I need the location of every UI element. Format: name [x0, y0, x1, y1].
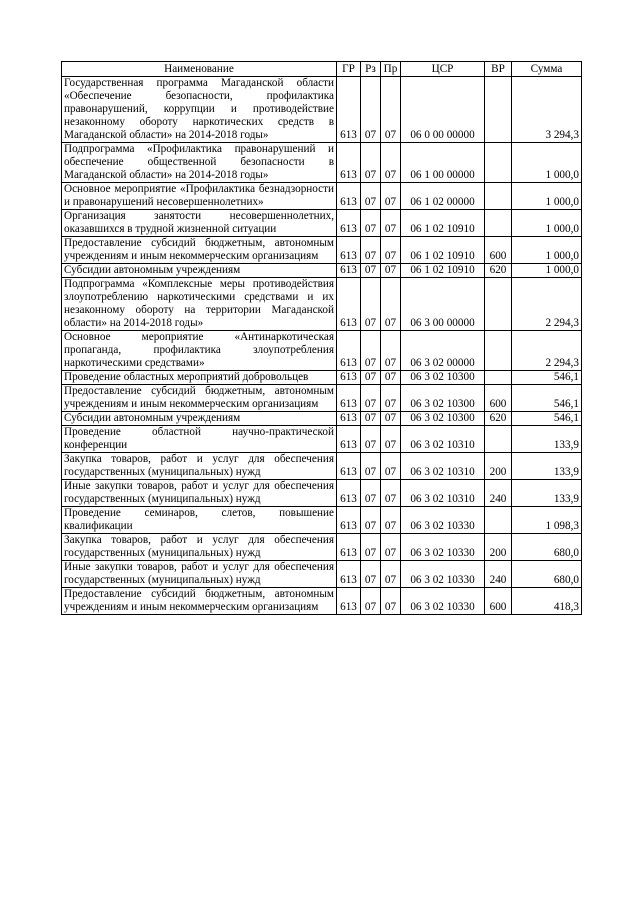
row-gr: 613: [337, 534, 361, 561]
row-rz: 07: [361, 331, 381, 371]
row-rz: 07: [361, 183, 381, 210]
row-name: Основное мероприятие «Профилактика безнадзорности и правонарушений несовершеннолетних»: [62, 183, 337, 210]
table-row: [62, 426, 582, 453]
row-name: Основное мероприятие «Антинаркотическая пропаганда, профилактика злоупотребления наркотическими средствами»: [62, 331, 337, 371]
row-sum: 1 098,3: [512, 507, 582, 534]
row-gr: 613: [337, 561, 361, 588]
table-row: [62, 561, 582, 588]
row-name: Организация занятости несовершеннолетних, оказавшихся в трудной жизненной ситуации: [62, 210, 337, 237]
row-sum: 546,1: [512, 371, 582, 385]
row-sum: 1 000,0: [512, 264, 582, 278]
table-row: [62, 507, 582, 534]
row-vr: 200: [485, 534, 512, 561]
row-rz: 07: [361, 371, 381, 385]
header-gr: ГР: [337, 62, 361, 77]
table-row: [62, 588, 582, 615]
row-rz: 07: [361, 237, 381, 264]
row-csr: 06 3 02 00000: [401, 331, 485, 371]
row-name: Предоставление субсидий бюджетным, автономным учреждениям и иным некоммерческим организациям: [62, 588, 337, 615]
row-csr: 06 1 02 10910: [401, 210, 485, 237]
row-name: Проведение семинаров, слетов, повышение квалификации: [62, 507, 337, 534]
table-row: [62, 412, 582, 426]
row-pr: 07: [381, 77, 401, 143]
header-vr: ВР: [485, 62, 512, 77]
row-csr: 06 1 02 10910: [401, 264, 485, 278]
row-pr: 07: [381, 237, 401, 264]
row-name: Предоставление субсидий бюджетным, автономным учреждениям и иным некоммерческим организациям: [62, 385, 337, 412]
row-sum: 680,0: [512, 534, 582, 561]
row-gr: 613: [337, 507, 361, 534]
row-name: Предоставление субсидий бюджетным, автономным учреждениям и иным некоммерческим организациям: [62, 237, 337, 264]
row-sum: 133,9: [512, 426, 582, 453]
row-name: Субсидии автономным учреждениям: [62, 412, 337, 426]
row-name: Субсидии автономным учреждениям: [62, 264, 337, 278]
row-vr: 600: [485, 237, 512, 264]
row-gr: 613: [337, 385, 361, 412]
header-name: Наименование: [62, 62, 337, 77]
row-rz: 07: [361, 77, 381, 143]
row-sum: 2 294,3: [512, 278, 582, 331]
row-rz: 07: [361, 143, 381, 183]
row-vr: 600: [485, 385, 512, 412]
table-row: [62, 453, 582, 480]
row-gr: 613: [337, 143, 361, 183]
row-vr: [485, 426, 512, 453]
table-row: [62, 480, 582, 507]
row-csr: 06 1 00 00000: [401, 143, 485, 183]
row-vr: 620: [485, 264, 512, 278]
row-pr: 07: [381, 561, 401, 588]
row-name: Проведение областных мероприятий добровольцев: [62, 371, 337, 385]
row-sum: 133,9: [512, 480, 582, 507]
header-row: [62, 62, 582, 77]
row-sum: 1 000,0: [512, 143, 582, 183]
row-vr: 200: [485, 453, 512, 480]
row-name: Иные закупки товаров, работ и услуг для обеспечения государственных (муниципальных) нужд: [62, 561, 337, 588]
row-csr: 06 1 02 10910: [401, 237, 485, 264]
row-csr: 06 3 02 10310: [401, 426, 485, 453]
row-pr: 07: [381, 143, 401, 183]
row-pr: 07: [381, 412, 401, 426]
row-csr: 06 3 02 10300: [401, 371, 485, 385]
row-gr: 613: [337, 480, 361, 507]
row-rz: 07: [361, 453, 381, 480]
row-pr: 07: [381, 183, 401, 210]
row-vr: 240: [485, 561, 512, 588]
row-csr: 06 3 02 10300: [401, 412, 485, 426]
row-rz: 07: [361, 278, 381, 331]
row-csr: 06 3 02 10330: [401, 588, 485, 615]
table-row: [62, 264, 582, 278]
table-row: [62, 77, 582, 143]
header-csr: ЦСР: [401, 62, 485, 77]
row-name: Проведение областной научно-практической конференции: [62, 426, 337, 453]
row-sum: 680,0: [512, 561, 582, 588]
row-gr: 613: [337, 453, 361, 480]
row-pr: 07: [381, 480, 401, 507]
row-pr: 07: [381, 371, 401, 385]
row-sum: 418,3: [512, 588, 582, 615]
table-row: [62, 534, 582, 561]
row-vr: 620: [485, 412, 512, 426]
row-gr: 613: [337, 412, 361, 426]
table-row: [62, 237, 582, 264]
table-row: [62, 278, 582, 331]
row-vr: [485, 143, 512, 183]
row-sum: 1 000,0: [512, 210, 582, 237]
row-gr: 613: [337, 588, 361, 615]
row-csr: 06 3 02 10310: [401, 453, 485, 480]
row-gr: 613: [337, 237, 361, 264]
row-pr: 07: [381, 278, 401, 331]
row-pr: 07: [381, 210, 401, 237]
row-sum: 546,1: [512, 412, 582, 426]
row-sum: 2 294,3: [512, 331, 582, 371]
row-rz: 07: [361, 385, 381, 412]
row-name: Подпрограмма «Комплексные меры противодействия злоупотреблению наркотическими средствами и их незаконному обороту на территории Магаданской области» на 2014-2018 годы»: [62, 278, 337, 331]
row-gr: 613: [337, 278, 361, 331]
row-gr: 613: [337, 371, 361, 385]
row-rz: 07: [361, 264, 381, 278]
row-name: Подпрограмма «Профилактика правонарушений и обеспечение общественной безопасности в Магаданской области» на 2014-2018 годы»: [62, 143, 337, 183]
row-csr: 06 3 02 10330: [401, 534, 485, 561]
row-gr: 613: [337, 77, 361, 143]
row-gr: 613: [337, 210, 361, 237]
row-gr: 613: [337, 264, 361, 278]
row-rz: 07: [361, 588, 381, 615]
row-pr: 07: [381, 453, 401, 480]
row-csr: 06 3 00 00000: [401, 278, 485, 331]
row-rz: 07: [361, 426, 381, 453]
row-gr: 613: [337, 331, 361, 371]
row-pr: 07: [381, 426, 401, 453]
row-vr: [485, 331, 512, 371]
header-sum: Сумма: [512, 62, 582, 77]
table-row: [62, 371, 582, 385]
row-pr: 07: [381, 588, 401, 615]
row-name: Закупка товаров, работ и услуг для обеспечения государственных (муниципальных) нужд: [62, 453, 337, 480]
row-sum: 3 294,3: [512, 77, 582, 143]
row-csr: 06 3 02 10300: [401, 385, 485, 412]
row-vr: [485, 183, 512, 210]
row-sum: 1 000,0: [512, 183, 582, 210]
row-csr: 06 3 02 10330: [401, 561, 485, 588]
row-name: Иные закупки товаров, работ и услуг для обеспечения государственных (муниципальных) нужд: [62, 480, 337, 507]
row-pr: 07: [381, 331, 401, 371]
row-vr: 240: [485, 480, 512, 507]
row-name: Закупка товаров, работ и услуг для обеспечения государственных (муниципальных) нужд: [62, 534, 337, 561]
table-row: [62, 183, 582, 210]
row-pr: 07: [381, 534, 401, 561]
table-row: [62, 210, 582, 237]
table-row: [62, 331, 582, 371]
row-pr: 07: [381, 507, 401, 534]
row-rz: 07: [361, 210, 381, 237]
row-vr: [485, 371, 512, 385]
row-gr: 613: [337, 426, 361, 453]
row-vr: [485, 278, 512, 331]
row-sum: 1 000,0: [512, 237, 582, 264]
row-rz: 07: [361, 534, 381, 561]
row-pr: 07: [381, 264, 401, 278]
row-gr: 613: [337, 183, 361, 210]
row-csr: 06 0 00 00000: [401, 77, 485, 143]
row-vr: [485, 507, 512, 534]
table-row: [62, 385, 582, 412]
row-rz: 07: [361, 412, 381, 426]
header-rz: Рз: [361, 62, 381, 77]
row-rz: 07: [361, 480, 381, 507]
header-pr: Пр: [381, 62, 401, 77]
row-csr: 06 1 02 00000: [401, 183, 485, 210]
row-csr: 06 3 02 10330: [401, 507, 485, 534]
row-rz: 07: [361, 561, 381, 588]
row-pr: 07: [381, 385, 401, 412]
table-row: [62, 143, 582, 183]
row-sum: 133,9: [512, 453, 582, 480]
row-csr: 06 3 02 10310: [401, 480, 485, 507]
row-vr: [485, 210, 512, 237]
row-vr: [485, 77, 512, 143]
row-name: Государственная программа Магаданской области «Обеспечение безопасности, профилактика правонарушений, коррупции и противодействие незаконному обороту наркотических средств в Магаданской области» на 2014-2018 годы»: [62, 77, 337, 143]
row-rz: 07: [361, 507, 381, 534]
budget-table: [61, 61, 582, 615]
row-vr: 600: [485, 588, 512, 615]
row-sum: 546,1: [512, 385, 582, 412]
